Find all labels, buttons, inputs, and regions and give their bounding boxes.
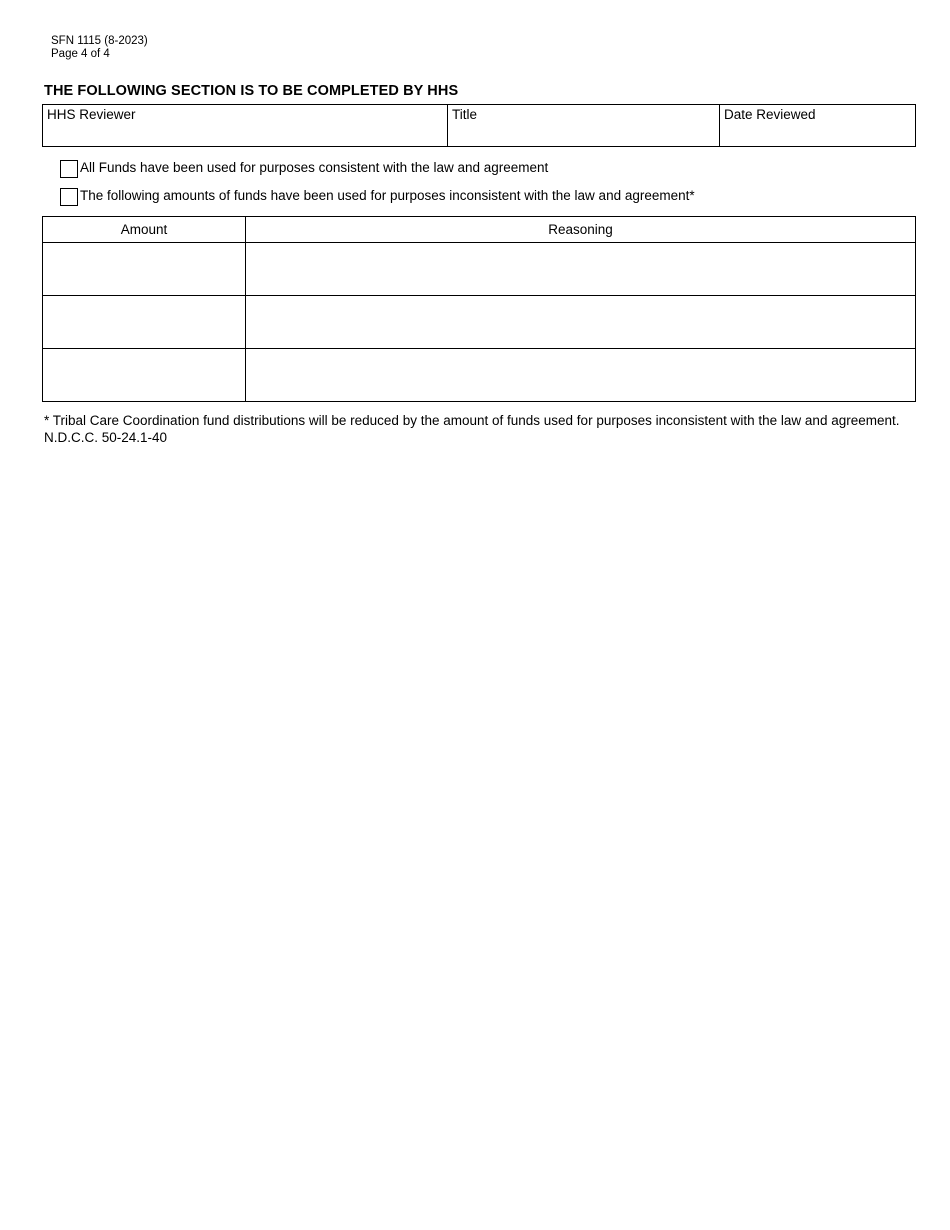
all-funds-consistent-option: [60, 156, 548, 178]
amount-cell[interactable]: [43, 349, 246, 402]
page-label: Page 4 of 4: [51, 48, 110, 60]
funds-inconsistent-label: The following amounts of funds have been used for purposes inconsistent with the law and agreement*: [80, 187, 695, 203]
amount-cell[interactable]: [43, 243, 246, 296]
table-row: [43, 349, 916, 402]
hhs-reviewer-label: HHS Reviewer: [47, 107, 136, 122]
date-reviewed-field[interactable]: [720, 105, 916, 147]
title-label: Title: [452, 107, 478, 122]
reasoning-column-header: Reasoning: [246, 217, 916, 243]
title-field[interactable]: [448, 105, 720, 147]
table-row: [43, 296, 916, 349]
reasoning-cell[interactable]: [246, 296, 916, 349]
date-reviewed-label: Date Reviewed: [724, 107, 816, 122]
form-number: SFN 1115 (8-2023): [51, 35, 148, 47]
all-funds-consistent-checkbox[interactable]: [60, 160, 78, 178]
funds-inconsistent-checkbox[interactable]: [60, 188, 78, 206]
funds-inconsistent-option: [60, 184, 695, 206]
reviewer-table: [42, 104, 916, 147]
reasoning-cell[interactable]: [246, 243, 916, 296]
table-row: [43, 243, 916, 296]
reasoning-cell[interactable]: [246, 349, 916, 402]
amount-cell[interactable]: [43, 296, 246, 349]
footnote: * Tribal Care Coordination fund distributions will be reduced by the amount of funds used for purposes inconsistent with the law and agreement. N.D.C.C. 50-24.1-40: [44, 413, 900, 445]
hhs-reviewer-field[interactable]: [43, 105, 448, 147]
amount-column-header: Amount: [43, 217, 246, 243]
form-header: [51, 35, 148, 61]
all-funds-consistent-label: All Funds have been used for purposes consistent with the law and agreement: [80, 159, 549, 175]
section-title: THE FOLLOWING SECTION IS TO BE COMPLETED BY HHS: [44, 83, 459, 99]
funds-table: [42, 216, 916, 402]
